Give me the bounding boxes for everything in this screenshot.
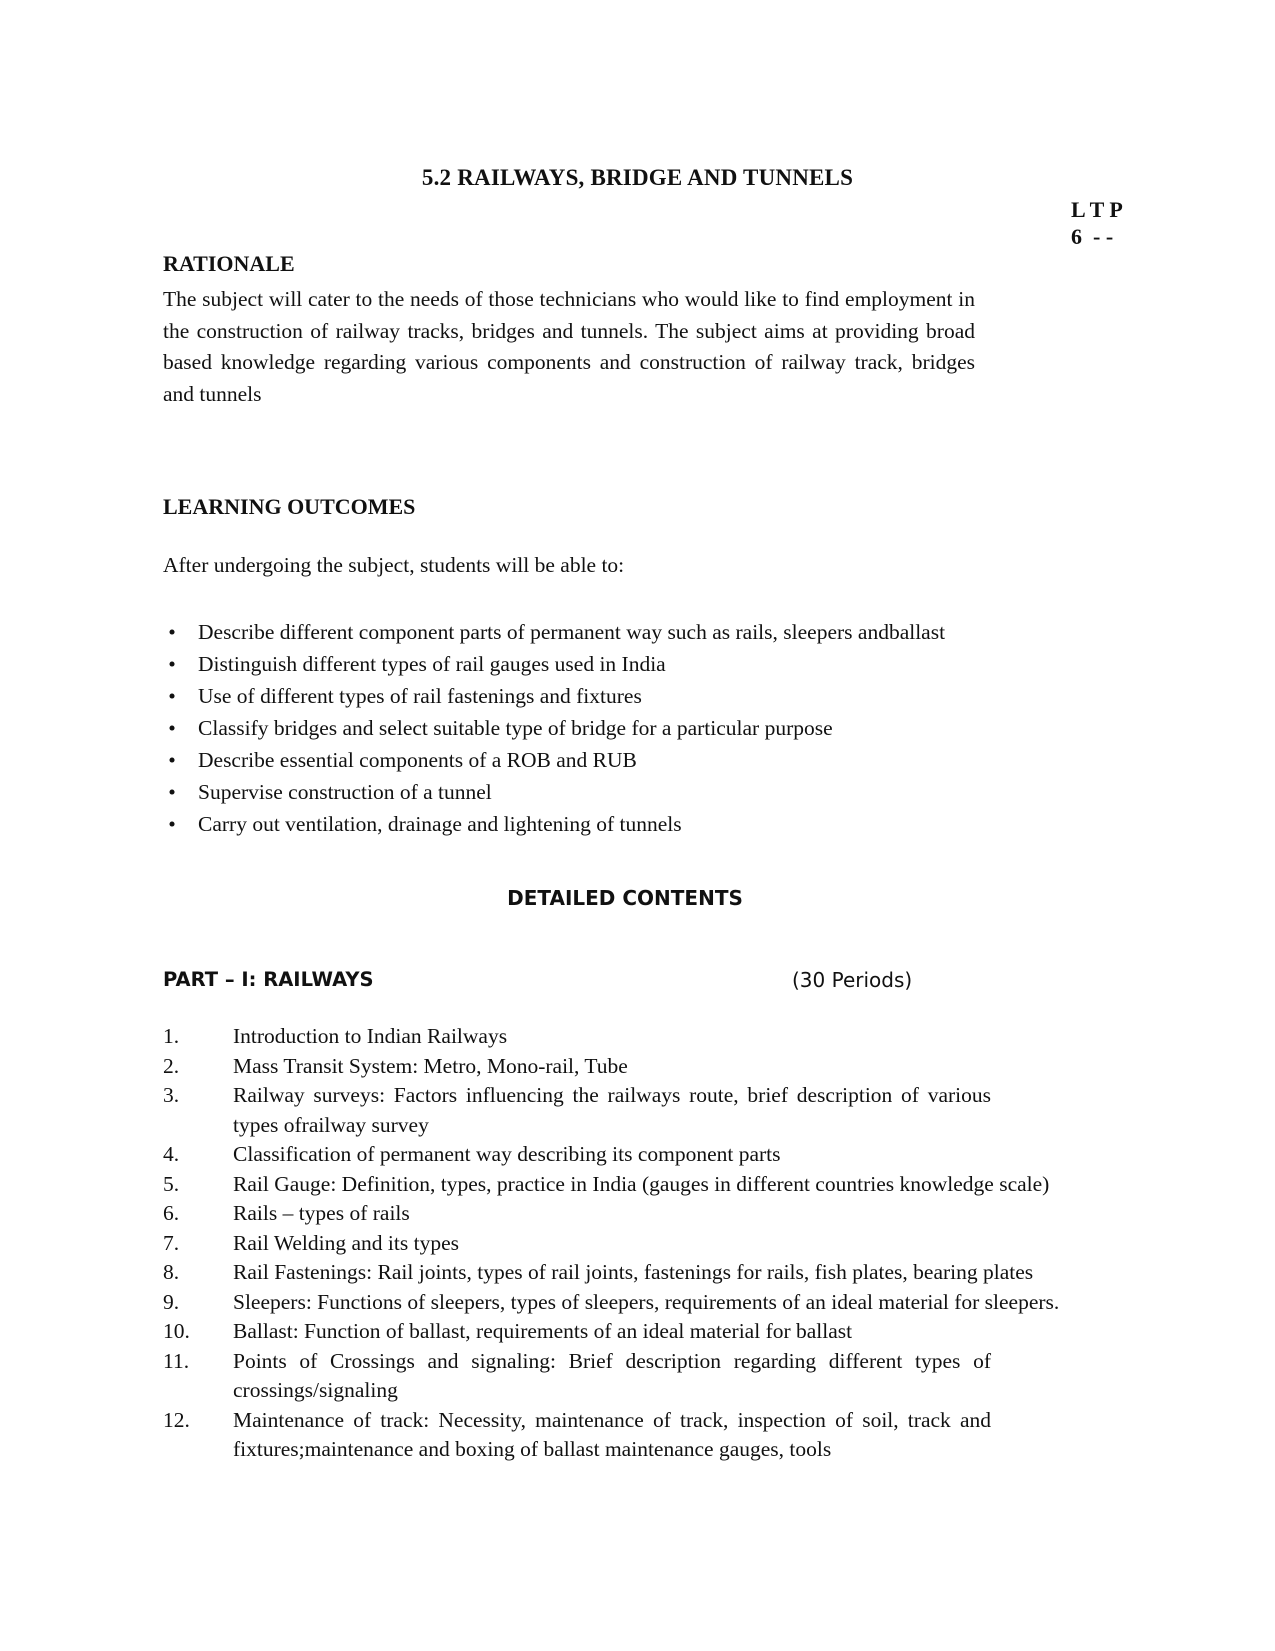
bullet-icon: •	[168, 780, 176, 804]
item-number: 10.	[163, 1319, 190, 1343]
list-item	[163, 1317, 1059, 1347]
list-item	[163, 1052, 1059, 1082]
list-item: • Supervise construction of a tunnel	[163, 776, 945, 808]
item-text: Rails – types of rails	[233, 1201, 410, 1225]
item-number: 5.	[163, 1171, 180, 1196]
list-item	[163, 1258, 1059, 1288]
item-text: Sleepers: Functions of sleepers, types of sleepers, requirements of an ideal material for sleepers.	[233, 1289, 1060, 1314]
rationale-paragraph: The subject will cater to the needs of those technicians who would like to find employment in the construction of railway tracks, bridges and tunnels. The subject aims at providing broad based knowledge regarding various components and construction of railway track, bridges and tunnels	[163, 287, 975, 406]
list-item: • Describe essential components of a ROB and RUB	[163, 744, 945, 776]
item-number: 4.	[163, 1142, 180, 1166]
list-item: • Carry out ventilation, drainage and lightening of tunnels	[163, 808, 945, 840]
ltp-header: L T P	[1071, 197, 1123, 222]
ltp-values: 6 - -	[1071, 224, 1114, 249]
learning-outcomes-list	[163, 616, 945, 840]
item-text: Rail Welding and its types	[233, 1230, 459, 1255]
item-number: 1.	[163, 1024, 180, 1048]
bullet-icon: •	[168, 652, 176, 676]
list-item	[163, 1229, 1059, 1259]
item-number: 6.	[163, 1201, 180, 1225]
item-text: Points of Crossings and signaling: Brief description regarding different types of crossings/signaling	[233, 1348, 991, 1402]
list-item: • Classify bridges and select suitable type of bridge for a particular purpose	[163, 712, 945, 744]
list-item: • Use of different types of rail fastenings and fixtures	[163, 680, 945, 712]
detailed-contents-heading: DETAILED CONTENTS	[507, 886, 743, 910]
learning-outcomes-heading: LEARNING OUTCOMES	[163, 494, 416, 519]
list-item	[163, 1288, 1059, 1318]
item-number: 8.	[163, 1260, 180, 1284]
page-title: 5.2 RAILWAYS, BRIDGE AND TUNNELS	[421, 165, 854, 190]
item-number: 12.	[163, 1407, 190, 1432]
list-item	[163, 1347, 1059, 1406]
contents-list	[163, 1022, 1059, 1465]
item-text: Rail Gauge: Definition, types, practice in India (gauges in different countries knowledge scale)	[233, 1171, 1050, 1196]
item-number: 9.	[163, 1289, 180, 1314]
bullet-icon: •	[168, 716, 176, 740]
list-item	[163, 1199, 1059, 1229]
rationale-heading: RATIONALE	[163, 251, 295, 276]
list-item: • Distinguish different types of rail gauges used in India	[163, 648, 945, 680]
list-item	[163, 1022, 1059, 1052]
ltp-block	[1071, 196, 1123, 250]
item-number: 7.	[163, 1230, 180, 1255]
bullet-icon: •	[168, 684, 176, 708]
part-title: PART – I: RAILWAYS	[163, 968, 374, 991]
item-text: Ballast: Function of ballast, requirements of an ideal material for ballast	[233, 1319, 853, 1343]
periods-label: (30 Periods)	[792, 968, 913, 992]
bullet-icon: •	[168, 748, 176, 772]
list-item	[163, 1406, 1059, 1465]
list-item	[163, 1081, 1059, 1140]
item-text: Railway surveys: Factors influencing the railways route, brief description of various types ofrailway survey	[233, 1083, 991, 1137]
bullet-icon: •	[168, 812, 176, 836]
item-number: 11.	[163, 1348, 190, 1373]
learning-outcomes-intro: After undergoing the subject, students will be able to:	[163, 553, 625, 577]
bullet-icon: •	[168, 620, 176, 644]
item-text: Mass Transit System: Metro, Mono-rail, Tube	[233, 1053, 628, 1078]
item-text: Introduction to Indian Railways	[233, 1024, 508, 1048]
list-item	[163, 1170, 1059, 1200]
item-text: Classification of permanent way describing its component parts	[233, 1142, 781, 1166]
item-number: 3.	[163, 1083, 180, 1107]
item-text: Rail Fastenings: Rail joints, types of rail joints, fastenings for rails, fish plates, bearing plates	[233, 1260, 1034, 1284]
list-item	[163, 1140, 1059, 1170]
list-item: • Describe different component parts of permanent way such as rails, sleepers andballast	[163, 616, 945, 648]
item-number: 2.	[163, 1053, 180, 1078]
item-text: Maintenance of track: Necessity, maintenance of track, inspection of soil, track and fixtures;maintenance and boxing of ballast maintenance gauges, tools	[233, 1407, 991, 1461]
